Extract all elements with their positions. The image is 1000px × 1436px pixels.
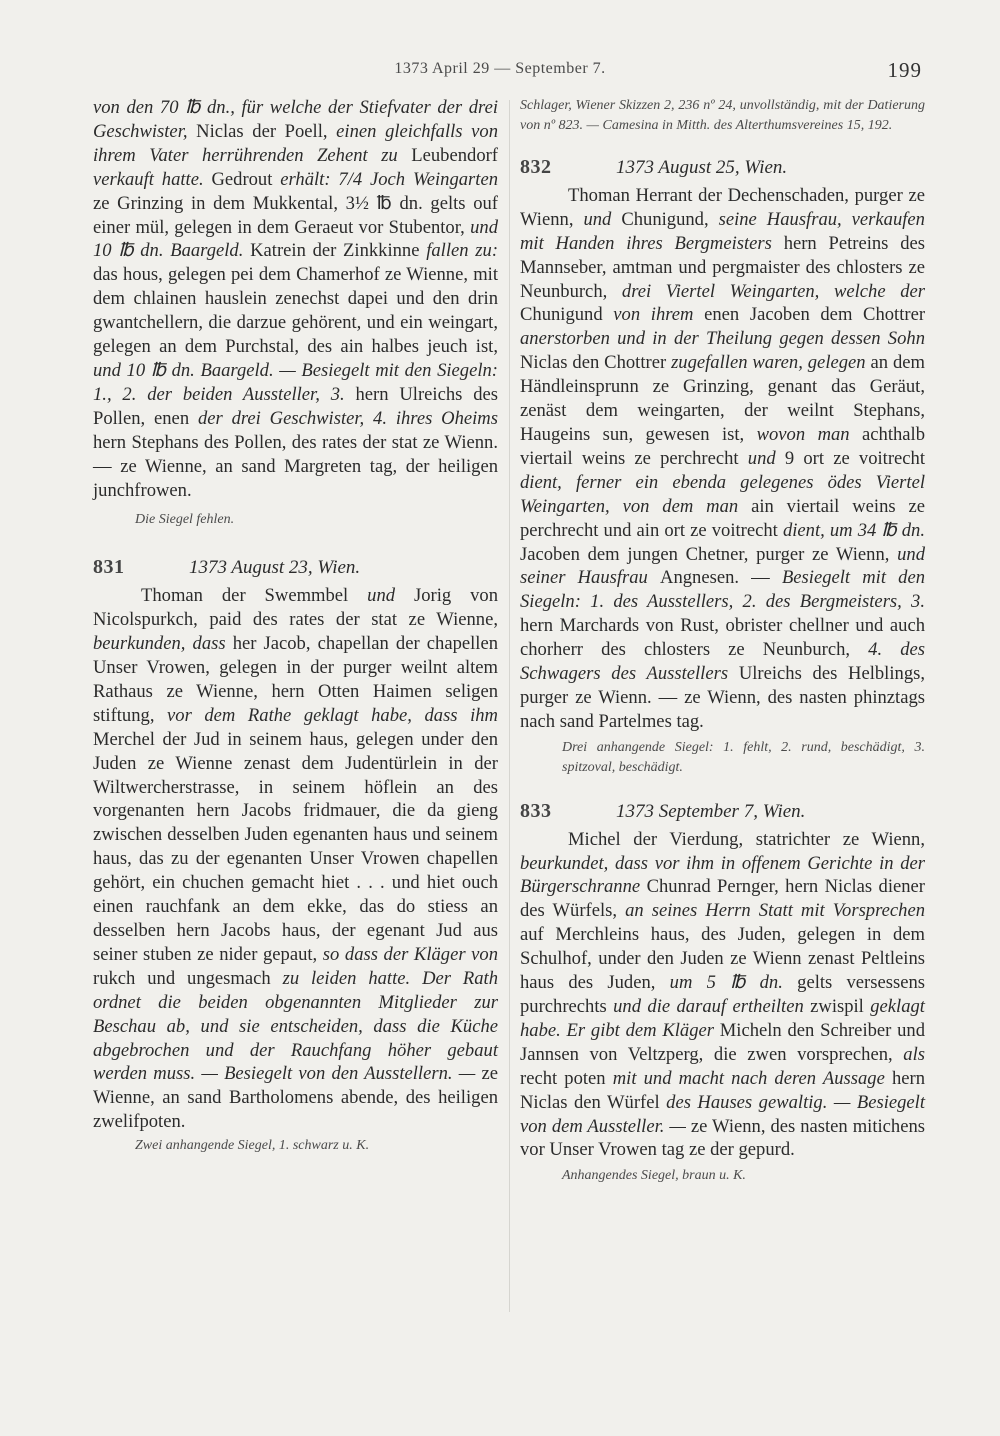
text-run: Thoman der Swemmbel — [141, 585, 368, 607]
entry-831-heading — [93, 556, 498, 580]
italic-run: und seiner Hausfrau — [520, 543, 925, 589]
text-run: hern Marchards von Rust, obrister chellner und auch chorherr des chlosters ze Neunburch, — [520, 615, 925, 661]
running-head: 1373 April 29 — September 7. — [394, 60, 606, 77]
italic-run: und die darauf ertheilten — [613, 996, 811, 1017]
text-run: Niclas der Poell, — [196, 120, 337, 142]
italic-run: von ihrem — [613, 304, 705, 326]
italic-run: erhält: 7/4 Joch Weingarten — [280, 168, 499, 190]
text-run: Jorig von Nicolspurkch, paid des rates der stat ze Wienne, — [93, 585, 498, 631]
text-run: achthalb viertail weins ze perchrecht — [520, 423, 925, 469]
entry-830-continuation — [93, 96, 498, 502]
text-run: zwispil — [810, 996, 871, 1017]
text-run: Micheln den Schreiber und Jannsen von Veltzperg, die zwen vorsprechen, — [520, 1019, 926, 1065]
right-column — [520, 96, 925, 1186]
italic-run: beurkunden, dass — [93, 633, 233, 655]
text-run: Katrein der Zinkkinne — [250, 240, 427, 262]
reference-note: Schlager, Wiener Skizzen 2, 236 nº 24, unvollständig, mit der Datierung von nº 823. — Camesina in Mitth. des Alterthumsvereines 15, 192. — [520, 98, 925, 133]
italic-run: mit und macht nach deren Aussage — [612, 1067, 892, 1089]
entry-date: 1373 August 25, Wien. — [616, 157, 788, 178]
italic-run: dient, um 34 ℔ dn. — [782, 519, 925, 541]
entry-date: 1373 August 23, Wien. — [189, 557, 361, 579]
text-run: auf Merchleins haus, des Juden, gelegen in dem Schulhof, under den Juden ze Wienn zenast Peltleins haus des Juden, — [520, 924, 925, 994]
italic-run: so dass der Kläger von — [322, 943, 498, 965]
text-run: an dem Händleinsprunn ze Grinzing, genant das Geräut, zenäst dem weingarten, der weilnt Stephans, Haugeins sun, gewesen ist, — [520, 352, 925, 445]
italic-run: vor dem Rathe geklagt habe, dass ihm — [167, 704, 498, 726]
text-run: Chunrad Pernger, hern Niclas diener des Würfels, — [520, 876, 925, 922]
text-run: hern Ulreichs des Pollen, enen — [93, 383, 498, 429]
seal-note: Anhangendes Siegel, braun u. K. — [562, 1168, 746, 1184]
italic-run: und 10 ℔ dn. Baargeld. — [93, 216, 498, 262]
italic-run: seine Hausfrau, verkaufen mit Handen ihres Bergmeisters — [520, 208, 925, 254]
italic-run: um 5 ℔ dn. — [669, 972, 798, 994]
italic-run: und — [583, 208, 622, 230]
page-number: 199 — [887, 58, 922, 82]
text-run: Chunigund, — [621, 208, 719, 230]
italic-run: zugefallen waren, gelegen — [671, 352, 871, 374]
italic-run: verkauft hatte. — [93, 168, 212, 190]
italic-run: und 10 ℔ dn. Baargeld. — Besiegelt mit den Siegeln: 1., 2. der beiden Aussteller, 3. — [93, 359, 498, 405]
seal-note: Drei anhangende Siegel: 1. fehlt, 2. rund, beschädigt, 3. spitzoval, beschädigt. — [562, 739, 925, 775]
text-run: rukch und ungesmach — [93, 967, 283, 989]
italic-run: dient, ferner ein ebenda gelegenes ödes Viertel Weingarten, von dem man — [520, 471, 925, 517]
text-run: her Jacob, chapellan der chapellen Unser Vrowen, gelegen in der purger weilnt altem Rathaus ze Wienne, hern Otten Haimen seligen stiftung, — [93, 633, 498, 726]
text-run: Gedrout — [211, 168, 281, 190]
entry-832-heading — [520, 156, 925, 180]
text-run: Jacoben dem jungen Chetner, purger ze Wienn, — [520, 543, 898, 565]
text-run: Thoman Herrant der Dechenschaden, purger ze Wienn, — [520, 184, 925, 230]
italic-run: zu leiden hatte. Der Rath ordnet die beiden obgenannten Mitglieder zur Beschau ab, und sie entscheiden, dass die Küche abgebrochen und der Rauchfang höher gebaut werden muss. — Besiegelt von den Ausstellern. — — [93, 967, 498, 1085]
entry-date: 1373 September 7, Wien. — [616, 800, 806, 822]
text-run: Chunigund — [520, 304, 614, 326]
italic-run: drei Viertel Weingarten, welche der — [621, 280, 925, 302]
text-run: hern Niclas den Würfel — [520, 1067, 925, 1113]
text-run: Ulreichs des Helblings, purger ze Wienn. — ze Wienn, des nasten phinztags nach sand Partelmes tag. — [520, 663, 925, 732]
text-run: Angnesen. — — [660, 567, 782, 589]
text-run: Leubendorf — [411, 144, 498, 166]
text-run: Michel der Vierdung, statrichter ze Wienn, — [568, 828, 925, 850]
entry-831-body — [93, 584, 498, 1134]
text-run: Niclas den Chottrer — [520, 352, 672, 374]
entry-832-body — [520, 184, 925, 734]
text-run: Merchel der Jud in seinem haus, gelegen under den Juden ze Wienne zenast dem Judentürlein in der Wiltwercherstrasse, in seinem höflein an des vorgenanten hern Jacobs fridmauer, die da gieng zwischen desselben Juden egenanten haus und seinem haus, das zu der egenanten Unser Vrowen chapellen gehört, ein chuchen gemacht hiet . . . und hiet ouch einen rauchfank an dem ekke, das do stiess an desselben hern Jacobs haus, der egenant Jud aus seiner stuben ze nider gepaut, — [93, 728, 498, 965]
italic-run: anerstorben und in der Theilung gegen dessen Sohn — [520, 328, 925, 350]
italic-run: Besiegelt mit den Siegeln: 1. des Ausstellers, 2. des Bergmeisters, 3. — [520, 567, 925, 613]
entry-number: 831 — [93, 556, 125, 579]
italic-run: beurkundet, dass vor ihm in offenem Gerichte in der Bürgerschranne — [520, 852, 925, 898]
page-header — [0, 58, 1000, 86]
entry-number: 832 — [520, 156, 552, 178]
italic-run: geklagt habe. Er gibt dem Kläger — [520, 996, 925, 1041]
italic-run: von den 70 ℔ dn., für welche der Stiefvater der drei Geschwister, — [93, 97, 498, 142]
entry-833-heading — [520, 800, 925, 824]
seal-note: Die Siegel fehlen. — [135, 512, 235, 528]
text-run: das hous, gelegen pei dem Chamerhof ze Wienne, mit dem chlainen hauslein zenechst dapei und den drin gwantchellern, die darzue gehörent, und ein weingart, gelegen an dem Purchstal, des ain halbes jeuch ist, — [93, 264, 498, 358]
column-divider — [509, 100, 510, 1312]
text-run: hern Stephans des Pollen, des rates der stat ze Wienn. — ze Wienne, an sand Margreten tag, der heiligen junchfrowen. — [93, 431, 498, 501]
entry-number: 833 — [520, 799, 552, 822]
text-run: 9 ort ze voitrecht — [784, 447, 925, 469]
text-run: hern Petreins des Mannseber, amtman und pergmaister des chlosters ze Neunburch, — [520, 232, 925, 302]
italic-run: einen gleichfalls von ihrem Vater herrührenden Zehent zu — [93, 120, 499, 166]
italic-run: fallen zu: — [426, 240, 499, 262]
italic-run: und — [367, 585, 414, 607]
left-column — [93, 96, 498, 1156]
italic-run: und — [747, 447, 785, 469]
text-run: ze Wienne, an sand Bartholomens abende, des heiligen zwelifpoten. — [93, 1063, 498, 1133]
italic-run: des Hauses gewaltig. — Besiegelt von dem Aussteller. — — [520, 1091, 926, 1137]
text-run: ze Grinzing in dem Mukkental, 3½ ℔ dn. gelts ouf einer mül, gelegen in dem Geraeut vor Stubentor, — [93, 192, 498, 238]
text-run: ze Wienn, des nasten mitichens vor Unser Vrowen tag ze der gepurd. — [520, 1115, 925, 1161]
text-run: enen Jacoben dem Chottrer — [704, 304, 926, 326]
italic-run: als — [903, 1043, 925, 1065]
text-run: recht poten — [520, 1067, 613, 1089]
italic-run: der drei Geschwister, 4. ihres Oheims — [197, 407, 498, 429]
text-run: ain viertail weins ze perchrecht und ain ort ze voitrecht — [520, 495, 925, 541]
italic-run: 4. des Schwagers des Ausstellers — [520, 639, 925, 685]
seal-note: Zwei anhangende Siegel, 1. schwarz u. K. — [135, 1138, 370, 1154]
text-run: gelts versessens purchrechts — [520, 972, 925, 1017]
entry-833-body — [520, 828, 925, 1163]
italic-run: wovon man — [756, 423, 863, 445]
italic-run: an seines Herrn Statt mit Vorsprechen — [625, 900, 925, 922]
